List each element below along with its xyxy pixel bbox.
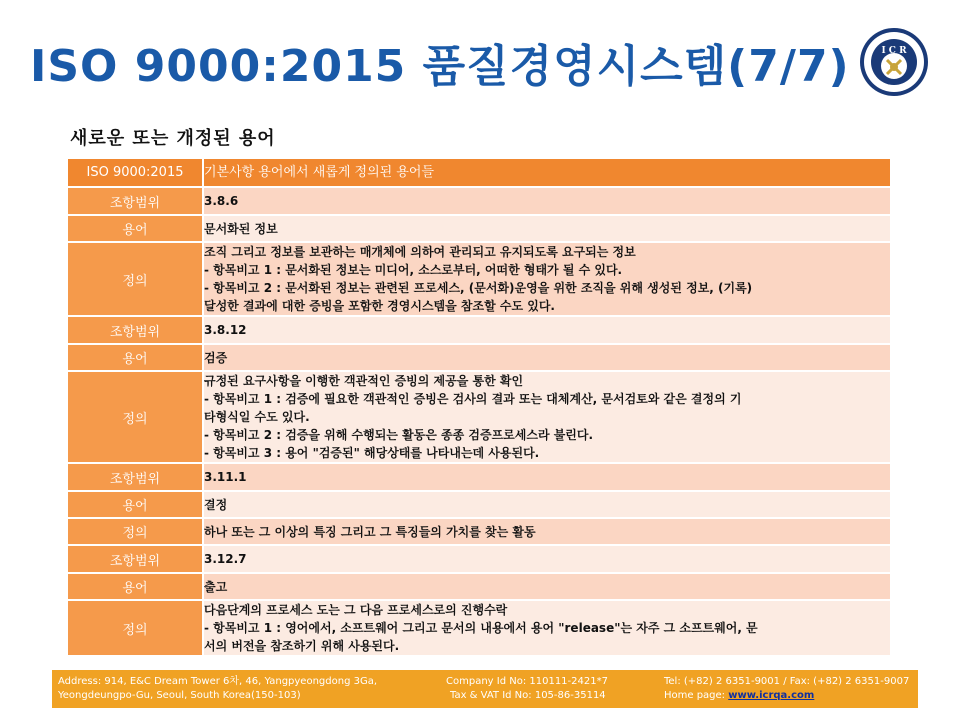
row-value-line: 하나 또는 그 이상의 특징 그리고 그 특징들의 가치를 찾는 활동 — [204, 524, 536, 539]
footer-ids — [446, 675, 608, 703]
section-subtitle: 새로운 또는 개정된 용어 — [70, 128, 276, 149]
row-value-line: - 항목비고 1 : 검증에 필요한 객관적인 증빙은 검사의 결과 또는 대체계산, 문서검토와 같은 결정의 기 — [204, 392, 742, 406]
table-row — [67, 187, 891, 215]
row-value — [203, 316, 891, 344]
homepage-link[interactable]: www.icrqa.com — [728, 690, 815, 701]
row-value-line: - 항목비고 1 : 영어에서, 소프트웨어 그리고 문서의 내용에서 용어 "release"는 자주 그 소프트웨어, 문 — [204, 621, 758, 635]
row-value — [203, 463, 891, 491]
row-value-line: 타형식일 수도 있다. — [204, 410, 310, 424]
table-row — [67, 573, 891, 600]
table-row — [67, 600, 891, 656]
footer-address-line2: Yeongdeungpo-Gu, Seoul, South Korea(150-103) — [58, 690, 301, 701]
table-header-row — [67, 158, 891, 187]
row-value — [203, 545, 891, 573]
row-value — [203, 187, 891, 215]
footer-tel-fax: Tel: (+82) 2 6351-9001 / Fax: (+82) 2 6351-9007 — [664, 676, 910, 687]
row-value — [203, 371, 891, 463]
footer-company-id: Company Id No: 110111-2421*7 — [446, 676, 608, 687]
row-label: 조항범위 — [67, 316, 203, 344]
row-value-line: - 항목비고 1 : 문서화된 정보는 미디어, 소스로부터, 어떠한 형태가 될 수 있다. — [204, 263, 623, 277]
table-row — [67, 316, 891, 344]
footer-homepage — [664, 689, 909, 703]
row-value-line: 3.8.12 — [204, 323, 247, 337]
svg-text:I C R: I C R — [881, 46, 907, 56]
header-cell-description: 기본사항 용어에서 새롭게 정의된 용어들 — [203, 158, 891, 187]
table-row — [67, 545, 891, 573]
table-row — [67, 344, 891, 371]
row-label: 조항범위 — [67, 463, 203, 491]
row-value-line: 검증 — [204, 350, 228, 365]
row-value — [203, 573, 891, 600]
row-value-line: 문서화된 정보 — [204, 221, 278, 236]
row-label: 조항범위 — [67, 187, 203, 215]
row-value — [203, 491, 891, 518]
row-value-line: 다음단계의 프로세스 도는 그 다음 프로세스로의 진행수락 — [204, 603, 508, 617]
row-value — [203, 215, 891, 242]
icr-logo — [858, 26, 930, 98]
row-label: 정의 — [67, 600, 203, 656]
row-value-line: - 항목비고 2 : 문서화된 정보는 관련된 프로세스, (문서화)운영을 위한 조직을 위해 생성된 정보, (기록) — [204, 281, 753, 295]
row-value-line: 결정 — [204, 497, 228, 512]
header-cell-standard: ISO 9000:2015 — [67, 158, 203, 187]
row-value-line: 규정된 요구사항을 이행한 객관적인 증빙의 제공을 통한 확인 — [204, 374, 524, 388]
row-label: 용어 — [67, 215, 203, 242]
row-label: 조항범위 — [67, 545, 203, 573]
row-value — [203, 518, 891, 545]
row-value-line: 출고 — [204, 579, 228, 594]
row-value-line: 3.8.6 — [204, 194, 239, 208]
row-value-line: 서의 버전을 참조하기 위해 사용된다. — [204, 639, 400, 653]
row-value-line: - 항목비고 2 : 검증을 위해 수행되는 활동은 종종 검증프로세스라 불린다. — [204, 428, 594, 442]
row-value — [203, 600, 891, 656]
footer-contact — [664, 675, 909, 703]
table-row — [67, 215, 891, 242]
table-row — [67, 518, 891, 545]
table-row — [67, 371, 891, 463]
table-row — [67, 463, 891, 491]
row-label: 용어 — [67, 344, 203, 371]
row-value-line: 3.12.7 — [204, 552, 247, 566]
row-label: 용어 — [67, 491, 203, 518]
footer-address — [58, 675, 377, 703]
footer-homepage-label: Home page: — [664, 690, 729, 701]
row-label: 정의 — [67, 371, 203, 463]
row-value-line: - 항목비고 3 : 용어 "검증된" 해당상태를 나타내는데 사용된다. — [204, 446, 540, 460]
footer-address-line1: Address: 914, E&C Dream Tower 6차, 46, Yangpyeongdong 3Ga, — [58, 676, 378, 687]
footer-tax-id: Tax & VAT Id No: 105-86-35114 — [450, 690, 606, 701]
row-value-line: 조직 그리고 정보를 보관하는 매개체에 의하여 관리되고 유지되도록 요구되는 정보 — [204, 245, 636, 259]
footer-bar — [52, 670, 918, 708]
table-row — [67, 491, 891, 518]
row-value — [203, 344, 891, 371]
row-label: 정의 — [67, 242, 203, 316]
row-label: 용어 — [67, 573, 203, 600]
page-title: ISO 9000:2015 품질경영시스템(7/7) — [30, 41, 850, 92]
row-value-line: 달성한 결과에 대한 증빙을 포함한 경영시스템을 참조할 수도 있다. — [204, 299, 555, 313]
table-row — [67, 242, 891, 316]
row-value — [203, 242, 891, 316]
row-label: 정의 — [67, 518, 203, 545]
row-value-line: 3.11.1 — [204, 470, 247, 484]
terms-table — [66, 157, 892, 657]
